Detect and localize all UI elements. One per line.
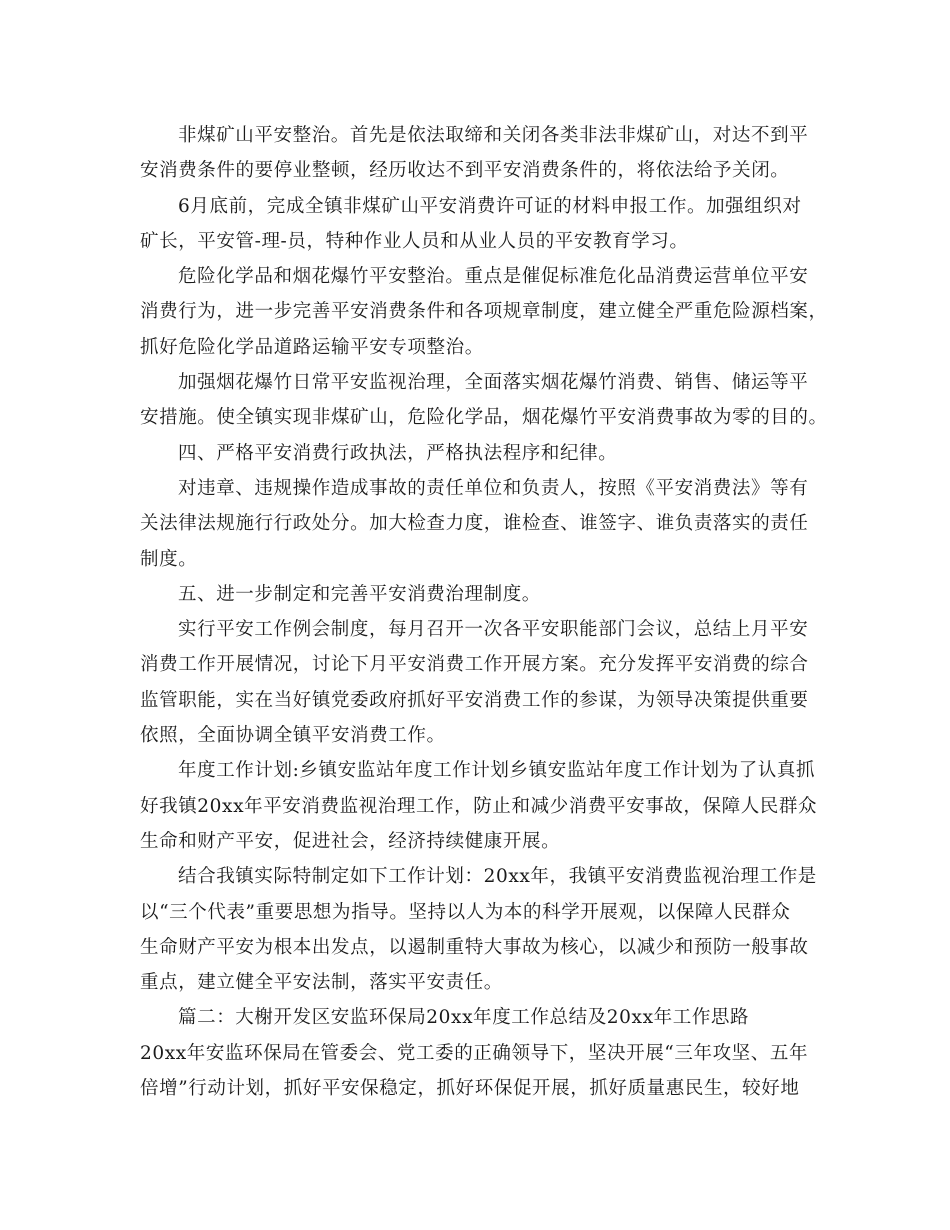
text-line: 危险化学品和烟花爆竹平安整治。重点是催促标准危化品消费运营单位平安 (178, 266, 809, 288)
text-line: 生命财产平安为根本出发点，以遏制重特大事故为核心，以减少和预防一般事故 (140, 936, 809, 958)
text-line: 20xx年安监环保局在管委会、党工委的正确领导下，坚决开展“三年攻坚、五年 (140, 1042, 809, 1064)
text-line: 关法律法规施行行政处分。加大检查力度，谁检查、谁签字、谁负责落实的责任 (140, 513, 809, 535)
text-line: 消费行为，进一步完善平安消费条件和各项规章制度，建立健全严重危险源档案， (140, 301, 828, 323)
text-line: 抓好危险化学品道路运输平安专项整治。 (140, 336, 484, 358)
text-line: 实行平安工作例会制度，每月召开一次各平安职能部门会议，总结上月平安 (178, 619, 809, 641)
text-line: 生命和财产平安，促进社会，经济持续健康开展。 (140, 830, 561, 852)
text-line: 倍增”行动计划，抓好平安保稳定，抓好环保促开展，抓好质量惠民生，较好地 (140, 1078, 800, 1100)
text-line: 安消费条件的要停业整顿，经历收达不到平安消费条件的，将依法给予关闭。 (140, 160, 790, 182)
text-line: 篇二：大榭开发区安监环保局20xx年度工作总结及20xx年工作思路 (178, 1007, 750, 1029)
text-line: 以“三个代表”重要思想为指导。坚持以人为本的科学开展观，以保障人民群众 (140, 901, 791, 923)
text-line: 年度工作计划:乡镇安监站年度工作计划乡镇安监站年度工作计划为了认真抓 (178, 760, 816, 782)
text-line: 对违章、违规操作造成事故的责任单位和负责人，按照《平安消费法》等有 (178, 477, 809, 499)
text-line: 五、进一步制定和完善平安消费治理制度。 (178, 583, 541, 605)
document-body (140, 118, 828, 1106)
text-line: 依照，全面协调全镇平安消费工作。 (140, 725, 446, 747)
text-line: 安措施。使全镇实现非煤矿山，危险化学品，烟花爆竹平安消费事故为零的目的。 (140, 407, 828, 429)
text-line: 非煤矿山平安整治。首先是依法取缔和关闭各类非法非煤矿山，对达不到平 (178, 125, 809, 146)
text-line: 矿长，平安管-理-员，特种作业人员和从业人员的平安教育学习。 (140, 230, 689, 252)
text-line: 结合我镇实际特制定如下工作计划：20xx年，我镇平安消费监视治理工作是 (178, 866, 817, 888)
text-line: 加强烟花爆竹日常平安监视治理，全面落实烟花爆竹消费、销售、储运等平 (178, 372, 809, 394)
text-line: 重点，建立健全平安法制，落实平安责任。 (140, 972, 503, 994)
text-line: 6月底前，完成全镇非煤矿山平安消费许可证的材料申报工作。加强组织对 (178, 195, 802, 217)
text-line: 好我镇20xx年平安消费监视治理工作，防止和减少消费平安事故，保障人民群众 (140, 795, 818, 817)
text-line: 四、严格平安消费行政执法，严格执法程序和纪律。 (178, 442, 618, 464)
text-line: 监管职能，实在当好镇党委政府抓好平安消费工作的参谋，为领导决策提供重要 (140, 689, 809, 711)
text-line: 消费工作开展情况，讨论下月平安消费工作开展方案。充分发挥平安消费的综合 (140, 654, 809, 676)
text-line: 制度。 (140, 548, 198, 570)
